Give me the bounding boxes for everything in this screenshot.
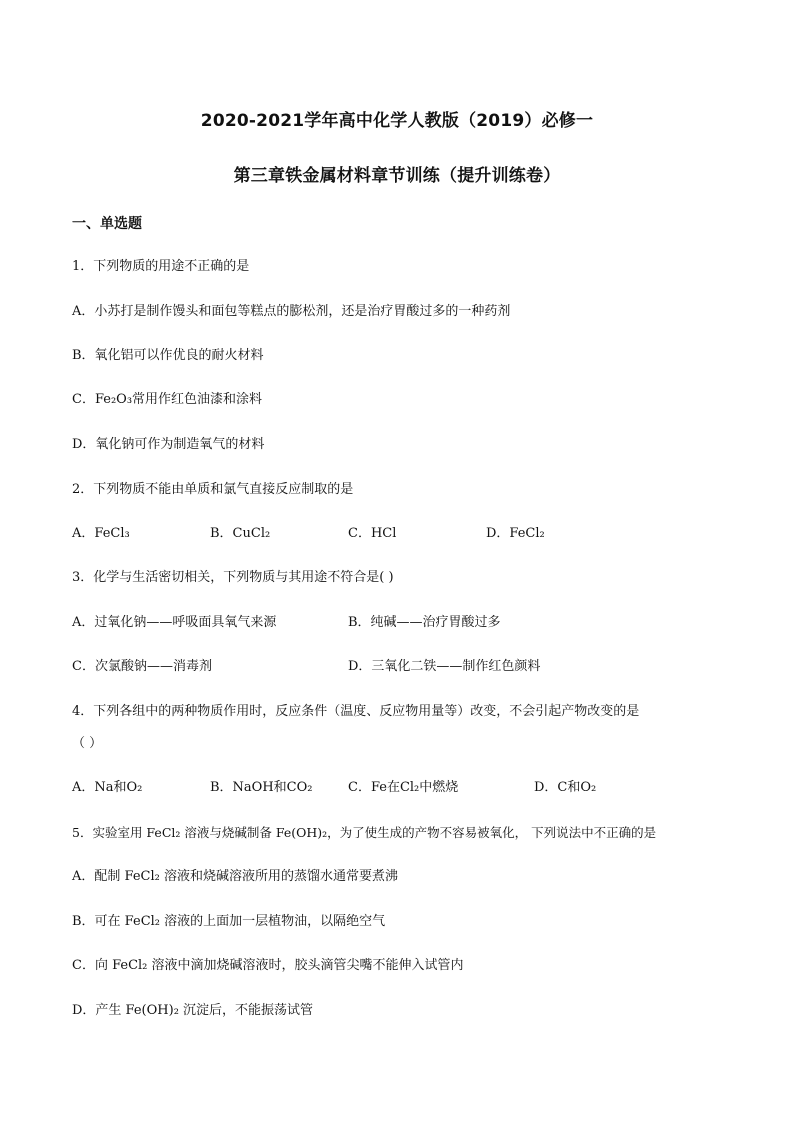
question-3-option-c: C．次氯酸钠——消毒剂 [72,659,212,674]
question-1-option-b: B．氧化铝可以作优良的耐火材料 [72,348,264,363]
document-title-line2: 第三章铁金属材料章节训练（提升训练卷） [233,166,561,186]
question-1-option-c: C．Fe₂O₃常用作红色油漆和涂料 [72,392,263,407]
question-5-option-c: C．向 FeCl₂ 溶液中滴加烧碱溶液时，胶头滴管尖嘴不能伸入试管内 [72,958,464,973]
question-3-option-a: A．过氧化钠——呼吸面具氧气来源 [72,615,277,630]
question-4-option-d: D．C和O₂ [534,780,597,795]
document-title-line1: 2020-2021学年高中化学人教版（2019）必修一 [200,111,594,131]
question-4-stem-continuation: （ ） [72,736,103,751]
question-1-stem: 1．下列物质的用途不正确的是 [72,259,250,274]
question-3-option-b: B．纯碱——治疗胃酸过多 [348,615,501,630]
question-4-option-b: B．NaOH和CO₂ [210,780,313,795]
question-1-option-a: A．小苏打是制作馒头和面包等糕点的膨松剂，还是治疗胃酸过多的一种药剂 [72,304,511,319]
question-5-stem: 5．实验室用 FeCl₂ 溶液与烧碱制备 Fe(OH)₂，为了使生成的产物不容易被氧化， 下列说法中不正确的是 [72,825,657,840]
question-3-stem: 3．化学与生活密切相关，下列物质与其用途不符合是( ) [72,570,394,585]
question-3-option-d: D．三氧化二铁——制作红色颜料 [348,659,541,674]
question-2-option-b: B．CuCl₂ [210,526,271,541]
question-5-option-b: B．可在 FeCl₂ 溶液的上面加一层植物油，以隔绝空气 [72,914,386,929]
question-4-option-c: C．Fe在Cl₂中燃烧 [348,780,459,795]
question-2-stem: 2．下列物质不能由单质和氯气直接反应制取的是 [72,482,354,497]
question-5-option-a: A．配制 FeCl₂ 溶液和烧碱溶液所用的蒸馏水通常要煮沸 [72,869,398,884]
question-4-option-a: A．Na和O₂ [72,780,143,795]
question-5-option-d: D．产生 Fe(OH)₂ 沉淀后，不能振荡试管 [72,1003,314,1018]
question-4-stem: 4．下列各组中的两种物质作用时，反应条件（温度、反应物用量等）改变，不会引起产物改变的是 [72,704,640,719]
question-2-option-a: A．FeCl₃ [72,526,130,541]
section-heading: 一、单选题 [72,216,142,232]
question-1-option-d: D．氧化钠可作为制造氧气的材料 [72,437,265,452]
question-2-option-d: D．FeCl₂ [486,526,545,541]
question-2-option-c: C．HCl [348,526,397,541]
